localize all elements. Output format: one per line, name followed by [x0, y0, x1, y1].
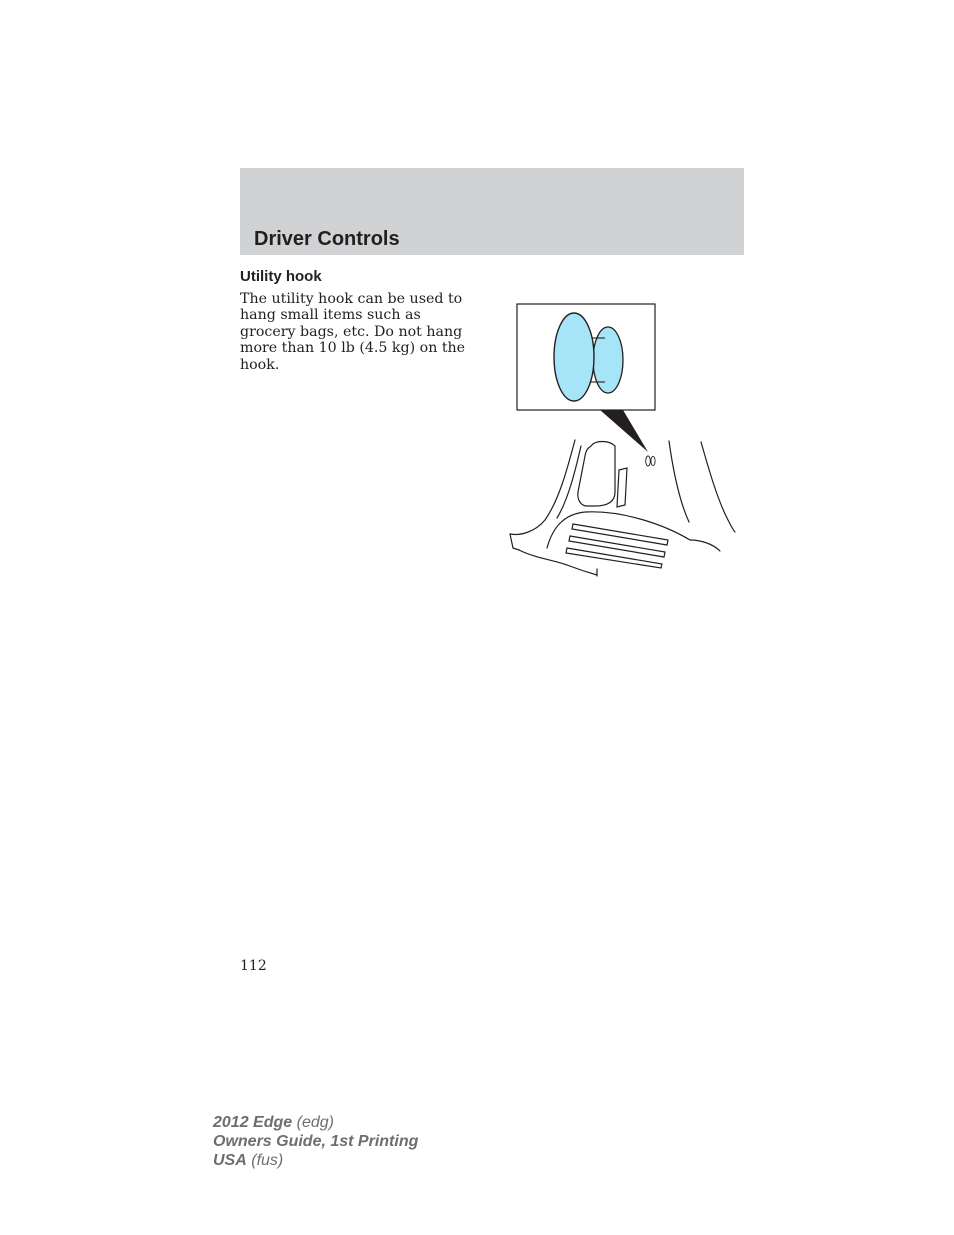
footer-region-code: (fus) [251, 1152, 284, 1169]
section-header-band [240, 168, 744, 255]
footer-model-code: (edg) [296, 1114, 334, 1131]
footer-model-name: 2012 Edge [213, 1114, 293, 1131]
page-number: 112 [240, 958, 267, 974]
footer-line-edition: Owners Guide, 1st Printing [213, 1133, 419, 1150]
utility-hook-illustration [505, 300, 750, 580]
body-paragraph: The utility hook can be used to hang small items such as grocery bags, etc. Do not hang more than 10 lb (4.5 kg) on the hook. [240, 291, 466, 373]
vehicle-trim-linework [510, 440, 735, 576]
document-footer [213, 1113, 418, 1170]
hook-location-marker [646, 456, 655, 466]
footer-region-name: USA [213, 1152, 247, 1169]
section-title: Driver Controls [254, 228, 400, 250]
footer-line-model [213, 1113, 418, 1132]
subheading: Utility hook [240, 268, 322, 285]
footer-line-region [213, 1151, 418, 1170]
callout-pointer [600, 410, 648, 452]
